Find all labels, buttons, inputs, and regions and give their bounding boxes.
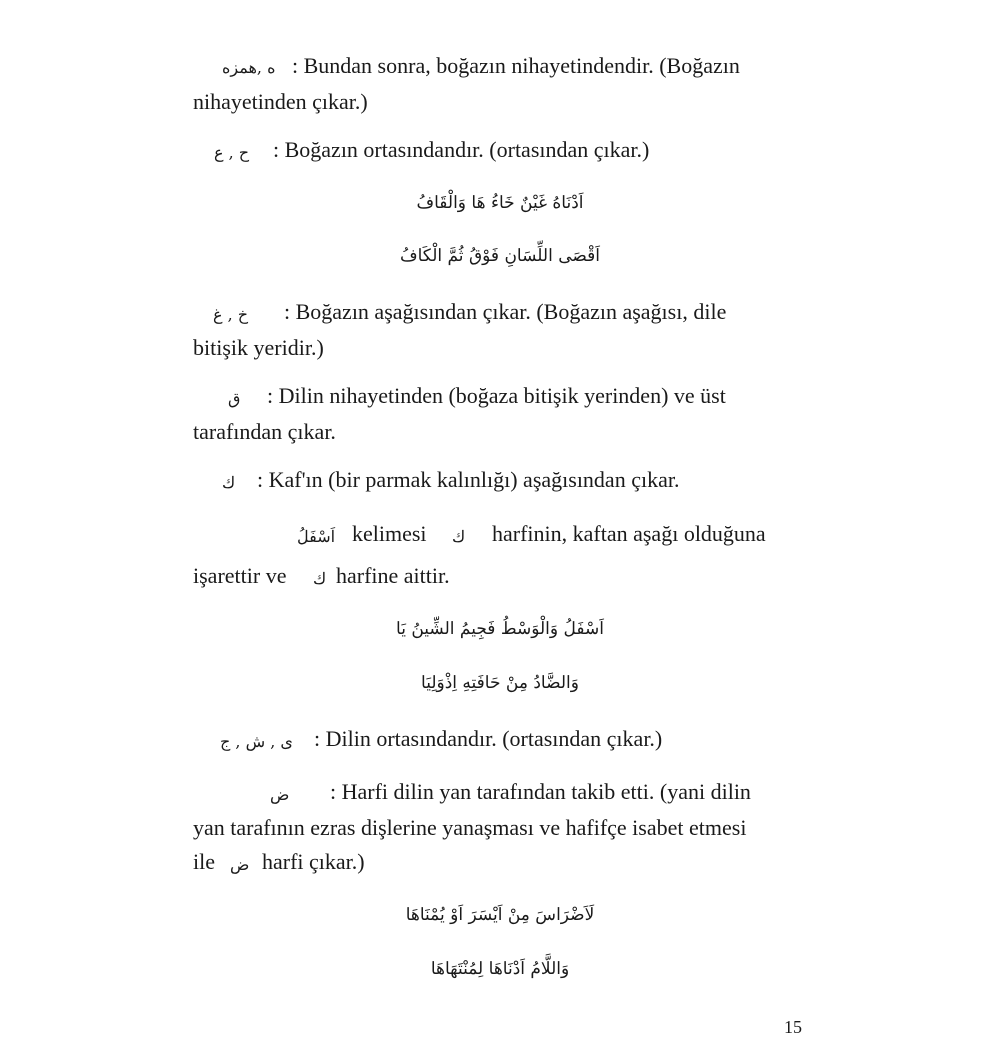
verse-5: لَاَضْرَاسَ مِنْ اَيْسَرَ اَوْ يُمْنَاهَا	[405, 905, 595, 925]
verse-1: اَدْنَاهُ غَيْنٌ خَاءُ هَا وَالْقَافُ	[416, 193, 584, 213]
p1-line1: : Bundan sonra, boğazın nihayetindendir. (Boğazın	[292, 53, 740, 78]
p7-line1: : Dilin ortasındandır. (ortasından çıkar.)	[314, 726, 663, 751]
p5-line1: : Kaf'ın (bir parmak kalınlığı) aşağısından çıkar.	[257, 467, 680, 492]
arabic-letter-dad: ض	[270, 785, 290, 804]
arabic-letters-hamza-ha: ه ,همزه	[222, 58, 276, 77]
p8-line1: : Harfi dilin yan tarafından takib etti. (yani dilin	[330, 779, 751, 804]
verse-4: وَالضَّادُ مِنْ حَافَتِهِ اِذْوَلِيَا	[421, 673, 579, 693]
page-number: 15	[784, 1017, 802, 1037]
arabic-letters-ayn-ha: ح , ع	[214, 143, 250, 162]
arabic-letter-kaf-2: ك	[452, 527, 466, 546]
p6-line2-end: harfine aittir.	[336, 563, 450, 588]
p8-line3-start: ile	[193, 849, 215, 874]
p6-kelimesi: kelimesi	[352, 521, 427, 546]
verse-6: وَاللَّامُ اَدْنَاهَا لِمُنْتَهَاهَا	[430, 959, 570, 979]
p3-line2: bitişik yeridir.)	[193, 335, 324, 360]
arabic-letter-dad-2: ض	[230, 855, 250, 874]
arabic-letter-kaf: ك	[222, 473, 236, 492]
p8-line3-end: harfi çıkar.)	[262, 849, 365, 874]
arabic-letters-ghayn-kha: خ , غ	[213, 305, 249, 324]
verse-3: اَسْفَلُ وَالْوَسْطُ فَجِيمُ الشِّينُ يَا	[396, 619, 604, 639]
p6-line2-start: işarettir ve	[193, 563, 287, 588]
arabic-letter-kaf-3: ك	[313, 569, 327, 588]
arabic-letter-qaf: ق	[228, 389, 241, 408]
p2-line1: : Boğazın ortasındandır. (ortasından çıkar.)	[273, 137, 650, 162]
p4-line2: tarafından çıkar.	[193, 419, 336, 444]
p4-line1: : Dilin nihayetinden (boğaza bitişik yerinden) ve üst	[267, 383, 726, 408]
p8-line2: yan tarafının ezras dişlerine yanaşması ve hafifçe isabet etmesi	[193, 815, 747, 840]
p1-line2: nihayetinden çıkar.)	[193, 89, 368, 114]
p6-line1-rest: harfinin, kaftan aşağı olduğuna	[492, 521, 766, 546]
arabic-word-asfal: اَسْفَلُ	[297, 527, 336, 546]
p3-line1: : Boğazın aşağısından çıkar. (Boğazın aşağısı, dile	[284, 299, 727, 324]
verse-2: اَقْصَى اللِّسَانِ فَوْقُ ثُمَّ الْكَافُ	[400, 246, 600, 266]
arabic-letters-jim-shin-ya: ى , ش , ج	[220, 732, 293, 751]
